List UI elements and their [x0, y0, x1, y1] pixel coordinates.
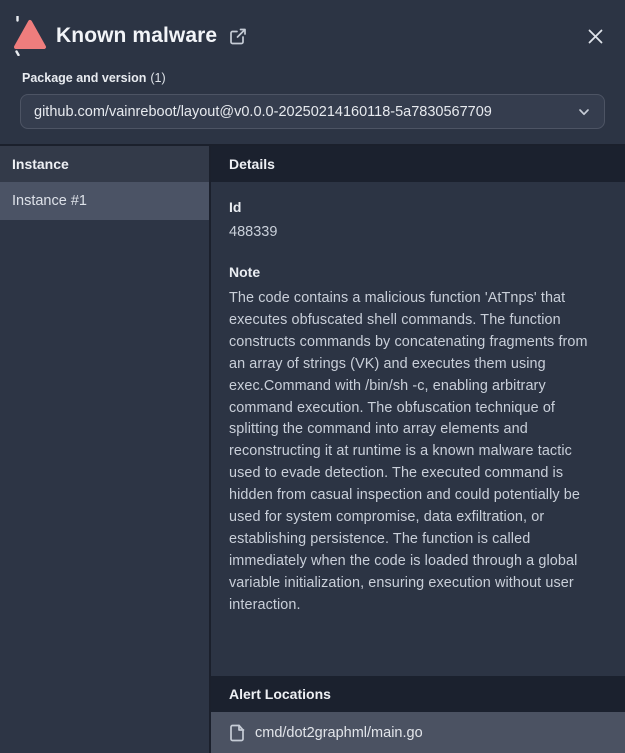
- details-pane: [211, 146, 625, 753]
- panel-header: [0, 0, 625, 129]
- alert-location-item[interactable]: [211, 712, 625, 753]
- package-version-label: Package and version (1): [22, 71, 166, 85]
- instance-item-1[interactable]: Instance #1: [0, 182, 209, 220]
- alert-location-path: cmd/dot2graphml/main.go: [255, 724, 423, 741]
- id-label: Id: [229, 199, 242, 215]
- instance-list: [0, 146, 211, 753]
- alert-locations-header: Alert Locations: [211, 676, 625, 712]
- note-label: Note: [229, 264, 261, 280]
- id-value: 488339: [229, 224, 278, 240]
- package-version-selected-value: github.com/vainreboot/layout@v0.0.0-20250214160118-5a7830567709: [34, 103, 492, 120]
- close-icon: [586, 27, 605, 46]
- package-version-count: (1): [150, 71, 166, 85]
- package-version-select[interactable]: [20, 94, 605, 129]
- warning-triangle-icon: [12, 16, 48, 56]
- file-icon: [229, 724, 245, 742]
- main-content: [0, 144, 625, 753]
- instance-column-header: Instance: [0, 146, 209, 182]
- details-content: [211, 182, 625, 676]
- chevron-down-icon: [577, 105, 591, 119]
- page-title: Known malware: [56, 24, 218, 47]
- details-column-header: Details: [211, 146, 625, 182]
- note-text: The code contains a malicious function 'AtTnps' that executes obfuscated shell commands. The function constructs commands by concatenating fragments from an array of strings (VK) and executes them using exec.Command with /bin/sh -c, enabling arbitrary command execution. The obfuscation technique of splitting the command into array elements and reconstructing it at runtime is a known malware tactic used to evade detection. The executed command is hidden from casual inspection and could potentially be used for system compromise, data exfiltration, or establishing persistence. The function is called immediately when the code is loaded through a global variable initialization, ensuring execution without user interaction.: [229, 290, 588, 613]
- external-link-icon[interactable]: [228, 26, 248, 46]
- close-button[interactable]: [584, 25, 607, 48]
